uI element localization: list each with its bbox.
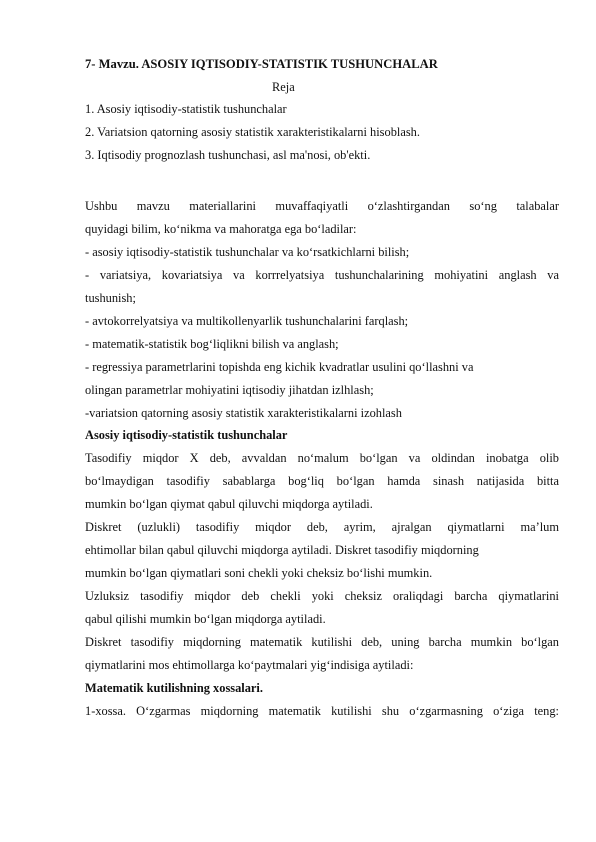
section-heading: Matematik kutilishning xossalari. — [85, 681, 263, 695]
section-line: mumkin bo‘lgan qiymat qabul qiluvchi miqdorga aytiladi. — [85, 497, 373, 511]
section-line: qabul qilishi mumkin bo‘lgan miqdorga aytiladi. — [85, 612, 326, 626]
plan-item: 2. Variatsion qatorning asosiy statistik xarakteristikalarni hisoblash. — [85, 125, 420, 139]
intro-line: quyidagi bilim, ko‘nikma va mahoratga ega bo‘ladilar: — [85, 222, 357, 236]
section-line: qiymatlarini mos ehtimollarga ko‘paytmalari yig‘indisiga aytiladi: — [85, 658, 414, 672]
intro-line: -variatsion qatorning asosiy statistik xarakteristikalarni izohlash — [85, 406, 402, 420]
intro-line: - avtokorrelyatsiya va multikollenyarlik tushunchalarini farqlash; — [85, 314, 409, 328]
section-heading: Asosiy iqtisodiy-statistik tushunchalar — [85, 428, 288, 442]
intro-line: - asosiy iqtisodiy-statistik tushunchalar va ko‘rsatkichlarni bilish; — [85, 245, 410, 259]
intro-line: - matematik-statistik bog‘liqlikni bilish va anglash; — [85, 337, 339, 351]
section-line: Tasodifiy miqdor X deb, avvaldan no‘malum bo‘lgan va oldindan inobatga olib — [85, 451, 559, 465]
section-line: Diskret tasodifiy miqdorning matematik kutilishi deb, uning barcha mumkin bo‘lgan — [85, 635, 559, 649]
intro-line: Ushbu mavzu materiallarini muvaffaqiyatli o‘zlashtirgandan so‘ng talabalar — [85, 199, 559, 213]
plan-item: 1. Asosiy iqtisodiy-statistik tushunchalar — [85, 102, 287, 116]
page-title: 7- Mavzu. ASOSIY IQTISODIY-STATISTIK TUSHUNCHALAR — [85, 57, 438, 71]
section-line: mumkin bo‘lgan qiymatlari soni chekli yoki cheksiz bo‘lishi mumkin. — [85, 566, 433, 580]
section-line: Diskret (uzlukli) tasodifiy miqdor deb, ayrim, ajralgan qiymatlarni ma’lum — [85, 520, 559, 534]
intro-line: tushunish; — [85, 291, 136, 305]
plan-item: 3. Iqtisodiy prognozlash tushunchasi, asl ma'nosi, ob'ekti. — [85, 148, 371, 162]
intro-line: olingan parametrlar mohiyatini iqtisodiy jihatdan izlhlash; — [85, 383, 374, 397]
section-line: Uzluksiz tasodifiy miqdor deb chekli yoki cheksiz oraliqdagi barcha qiymatlarini — [85, 589, 559, 603]
plan-heading: Reja — [272, 80, 295, 94]
intro-line: - regressiya parametrlarini topishda eng kichik kvadratlar usulini qo‘llashni va — [85, 360, 474, 374]
section-line: bo‘lmaydigan tasodifiy sabablarga bog‘liq bo‘lgan hamda sinash natijasida bitta — [85, 474, 559, 488]
section-line: ehtimollar bilan qabul qiluvchi miqdorga aytiladi. Diskret tasodifiy miqdorning — [85, 543, 479, 557]
section-line: 1-xossa. O‘zgarmas miqdorning matematik kutilishi shu o‘zgarmasning o‘ziga teng: — [85, 704, 559, 718]
intro-line: - variatsiya, kovariatsiya va korrrelyatsiya tushunchalarining mohiyatini anglash va — [85, 268, 559, 282]
